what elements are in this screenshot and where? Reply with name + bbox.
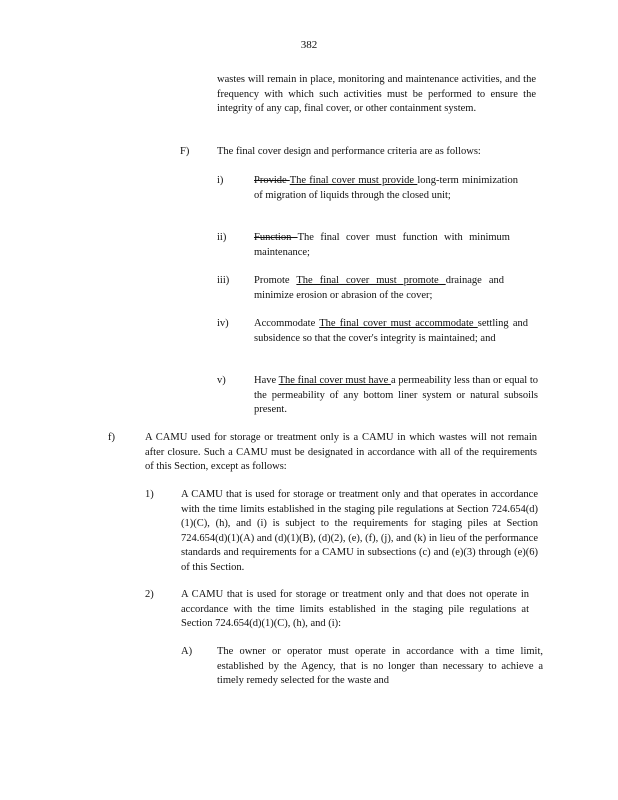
inserted-text: The final cover must promote [296,275,446,286]
subitem-v-marker: v) [217,375,226,386]
subitem-v-text [254,374,538,418]
item-1-marker: 1) [145,489,154,500]
inserted-text: The final cover must have [278,375,391,386]
subitem-ii-text [254,231,510,260]
subitem-text: drainage and minimize erosion or abrasion of the cover; [254,275,504,301]
subitem-text: a permeability less than or equal to the permeability of any bottom liner system or natural subsoils present. [254,375,538,415]
subitem-iv-marker: iv) [217,318,229,329]
original-text: Promote [254,275,297,286]
item-2-marker: 2) [145,589,154,600]
original-text: Accommodate [254,318,320,329]
item-2-text: A CAMU that is used for storage or treatment only and that does not operate in accordance with the time limits established in the staging pile regulations at Section 724.654(d)(1)(C), (h), and (i): [181,589,529,629]
inserted-text: The final cover must accommodate [319,318,478,329]
subitem-iii-marker: iii) [217,275,230,286]
item-1-text: A CAMU that is used for storage or treatment only and that operates in accordance with the time limits established in the staging pile regulations at Section 724.654(d)(1)(C), (h), and (i) is subject to the requirements for staging piles at Section 724.654(d)(1)(A) and (d)(1)(B), (d)(2), (e), (f), (j), and (k) in lieu of the performance standards and requirements for a CAMU in subsections (c) and (e)(3) through (e)(6) of this Section. [181,489,538,573]
deleted-text: Function [254,232,298,243]
inserted-text: The final cover must function [297,232,438,243]
item-F-marker: F) [180,146,190,157]
page-number: 382 [300,39,318,51]
subitem-text: long-term minimization of migration of liquids through the closed unit; [254,175,518,201]
item-A-text: The owner or operator must operate in accordance with a time limit, established by the Agency, that is no longer than necessary to achieve a timely remedy selected for the waste and [217,646,543,686]
item-f-text: A CAMU used for storage or treatment only is a CAMU in which wastes will not remain after closure. Such a CAMU must be designated in accordance with all of the requirements of this Section, except as follows: [145,432,537,472]
subitem-text: with minimum maintenance; [254,232,510,258]
item-A-marker: A) [181,646,193,657]
item-F-text: The final cover design and performance criteria are as follows: [217,146,481,157]
inserted-text: The final cover must provide [289,175,418,186]
subitem-iii-text [254,274,504,303]
intro-paragraph: wastes will remain in place, monitoring and maintenance activities, and the frequency with which such activities must be performed to ensure the integrity of any cap, final cover, or other containment system. [217,74,536,114]
item-f-marker: f) [108,432,115,443]
subitem-i-marker: i) [217,175,224,186]
subitem-iv-text [254,317,528,346]
deleted-text: Provide [254,175,290,186]
original-text: Have [254,375,279,386]
subitem-ii-marker: ii) [217,232,227,243]
subitem-text: settling and subsidence so that the cover's integrity is maintained; and [254,318,528,344]
subitem-i-text [254,174,518,203]
